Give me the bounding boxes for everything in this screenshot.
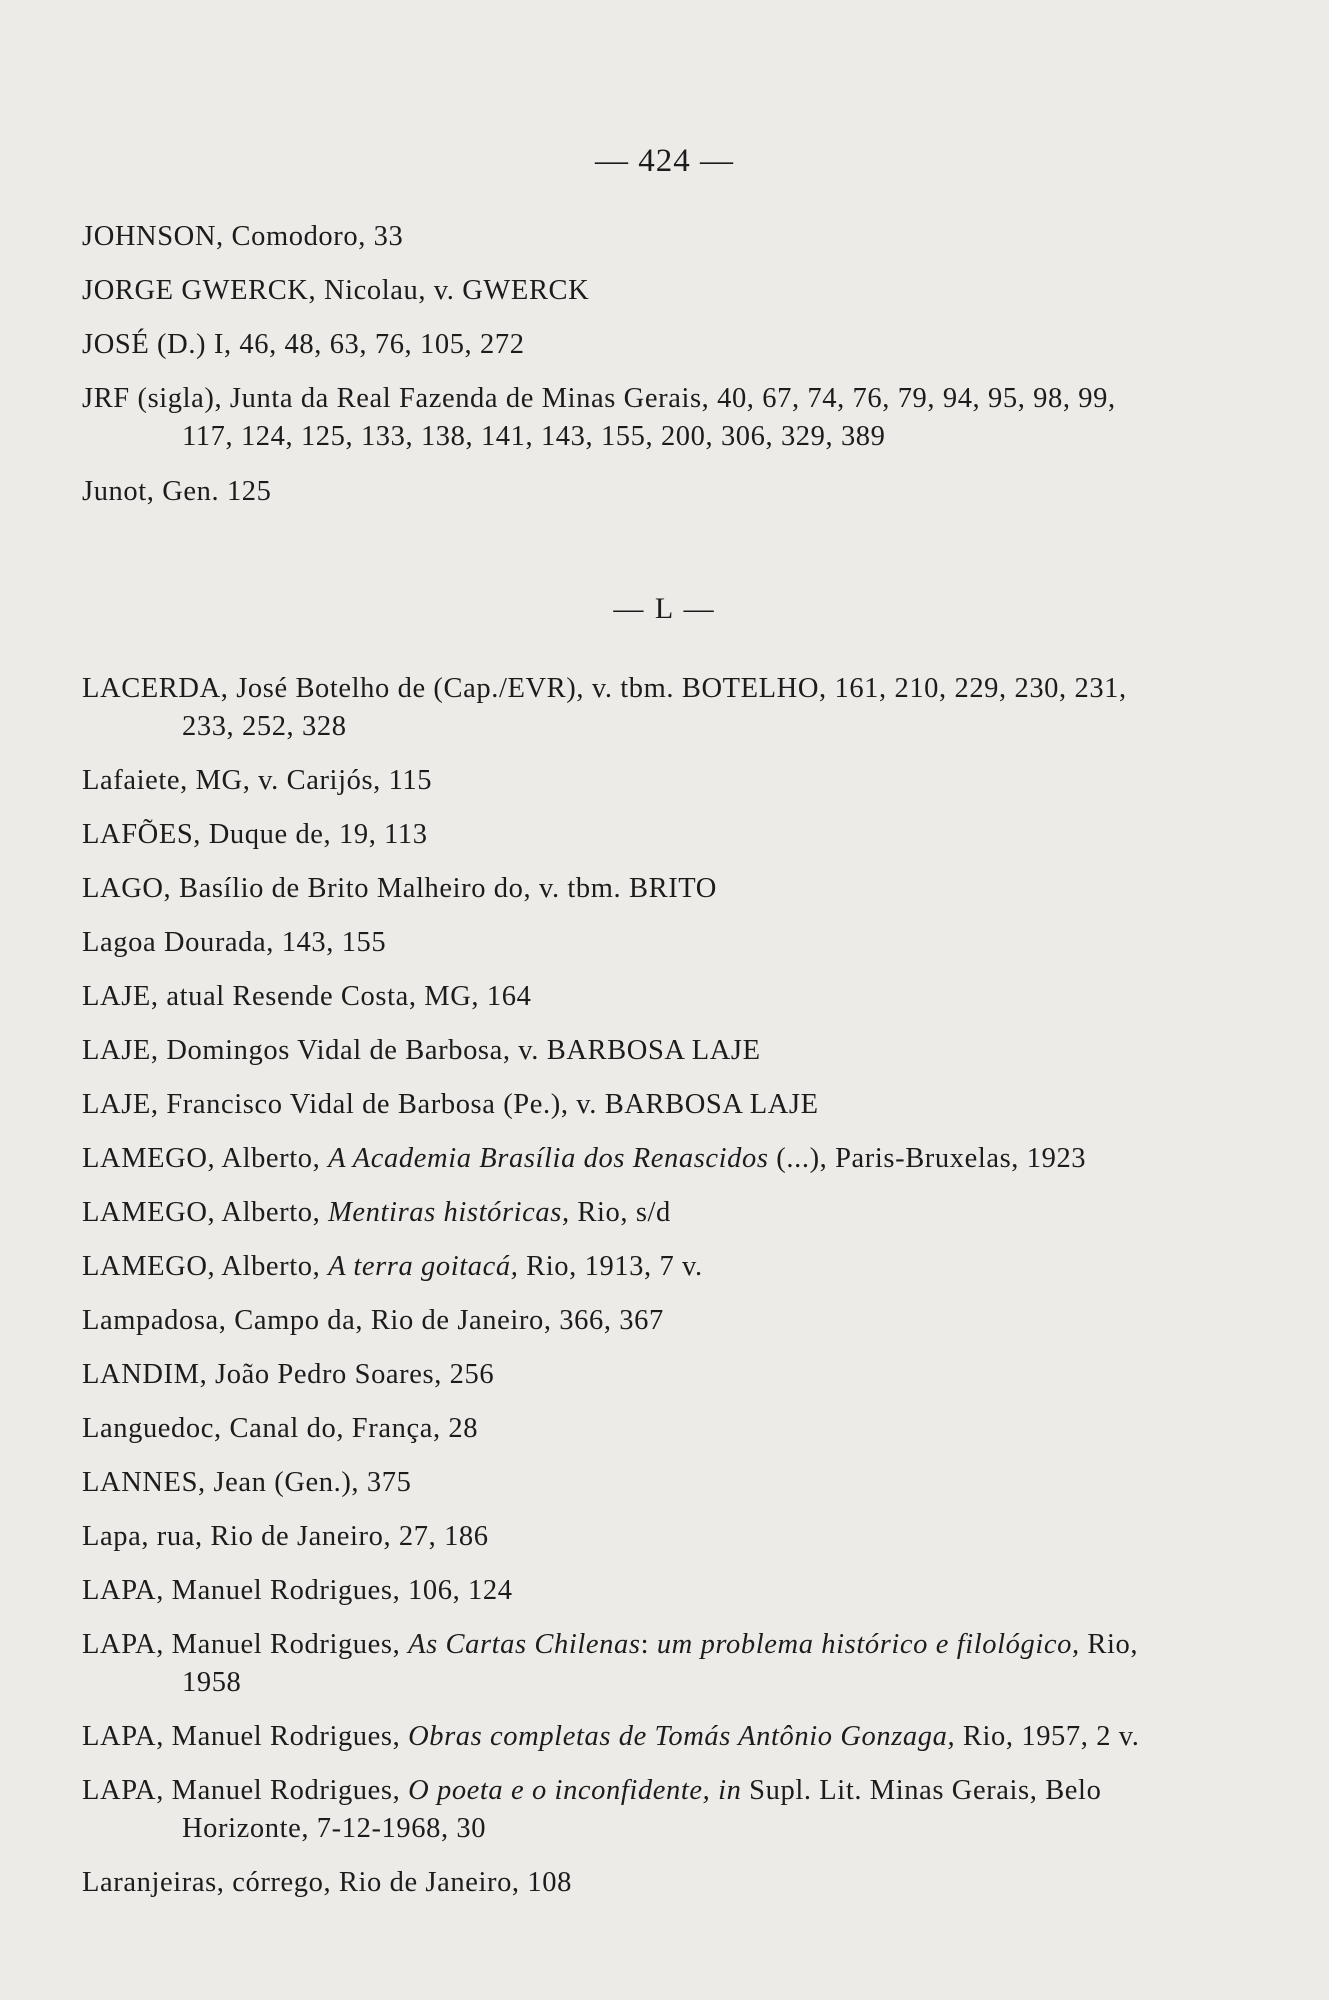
- index-entry: LAJE, atual Resende Costa, MG, 164: [82, 981, 532, 1012]
- index-entry: Lagoa Dourada, 143, 155: [82, 927, 387, 958]
- entry-suffix: (...), Paris-Bruxelas, 1923: [768, 1143, 1087, 1174]
- entry-suffix: Rio, 1913, 7 v.: [518, 1251, 703, 1282]
- index-entry: LAJE, Francisco Vidal de Barbosa (Pe.), v. BARBOSA LAJE: [82, 1089, 819, 1120]
- index-entry: JOSÉ (D.) I, 46, 48, 63, 76, 105, 272: [82, 329, 525, 360]
- index-entry: [82, 1248, 1152, 1286]
- index-entry: Laranjeiras, córrego, Rio de Janeiro, 108: [82, 1867, 572, 1898]
- book-title: A terra goitacá,: [328, 1251, 519, 1282]
- index-entry: JORGE GWERCK, Nicolau, v. GWERCK: [82, 275, 590, 306]
- section-letter: — L —: [613, 592, 716, 625]
- book-title: As Cartas Chilenas: [408, 1629, 641, 1660]
- entry-suffix: Supl. Lit. Minas Gerais, Belo Horizonte, 7-12-1968, 30: [182, 1775, 1102, 1844]
- entry-suffix: Rio, 1957, 2 v.: [955, 1721, 1140, 1752]
- index-entry: Lampadosa, Campo da, Rio de Janeiro, 366, 367: [82, 1305, 664, 1336]
- index-entry: Languedoc, Canal do, França, 28: [82, 1413, 479, 1444]
- index-entries-j: [82, 218, 1152, 511]
- book-subtitle: um problema histórico e filológico,: [656, 1629, 1080, 1660]
- index-entry: Lapa, rua, Rio de Janeiro, 27, 186: [82, 1521, 489, 1552]
- entry-prefix: LAPA, Manuel Rodrigues,: [82, 1629, 409, 1660]
- entry-suffix: Rio, s/d: [569, 1197, 671, 1228]
- page-number: — 424 —: [595, 143, 734, 179]
- index-entry: JOHNSON, Comodoro, 33: [82, 221, 404, 252]
- index-entry: Junot, Gen. 125: [82, 476, 272, 507]
- book-title: O poeta e o inconfidente, in: [408, 1775, 742, 1806]
- entry-prefix: LAMEGO, Alberto,: [82, 1251, 329, 1282]
- entry-prefix: LAMEGO, Alberto,: [82, 1143, 329, 1174]
- entry-prefix: LAPA, Manuel Rodrigues,: [82, 1721, 409, 1752]
- entry-prefix: LAMEGO, Alberto,: [82, 1197, 329, 1228]
- index-entry: JRF (sigla), Junta da Real Fazenda de Minas Gerais, 40, 67, 74, 76, 79, 94, 95, 98, 99, 117, 124, 125, 133, 138, 141, 143, 155, 200, 306, 329, 389: [82, 383, 1116, 452]
- index-entry: LAFÕES, Duque de, 19, 113: [82, 819, 428, 850]
- index-entry: [82, 1718, 1152, 1756]
- book-title: A Academia Brasília dos Renascidos: [328, 1143, 769, 1174]
- index-entry: LANNES, Jean (Gen.), 375: [82, 1467, 412, 1498]
- index-entry: [82, 1194, 1152, 1232]
- index-entry: LAJE, Domingos Vidal de Barbosa, v. BARBOSA LAJE: [82, 1035, 761, 1066]
- book-title: Obras completas de Tomás Antônio Gonzaga,: [408, 1721, 956, 1752]
- index-entries-l: [82, 670, 1152, 1902]
- index-entry: [82, 1140, 1152, 1178]
- entry-separator: :: [640, 1629, 657, 1660]
- index-entry: LAGO, Basílio de Brito Malheiro do, v. tbm. BRITO: [82, 873, 717, 904]
- index-entry: LANDIM, João Pedro Soares, 256: [82, 1359, 495, 1390]
- index-entry: Lafaiete, MG, v. Carijós, 115: [82, 765, 433, 796]
- index-entry: LAPA, Manuel Rodrigues, 106, 124: [82, 1575, 513, 1606]
- entry-suffix: Rio, 1958: [182, 1629, 1139, 1698]
- index-entry: [82, 1626, 1152, 1702]
- index-entry: [82, 1772, 1152, 1848]
- entry-prefix: LAPA, Manuel Rodrigues,: [82, 1775, 409, 1806]
- index-entry: LACERDA, José Botelho de (Cap./EVR), v. tbm. BOTELHO, 161, 210, 229, 230, 231, 233, 252, 328: [82, 673, 1127, 742]
- book-title: Mentiras históricas,: [328, 1197, 570, 1228]
